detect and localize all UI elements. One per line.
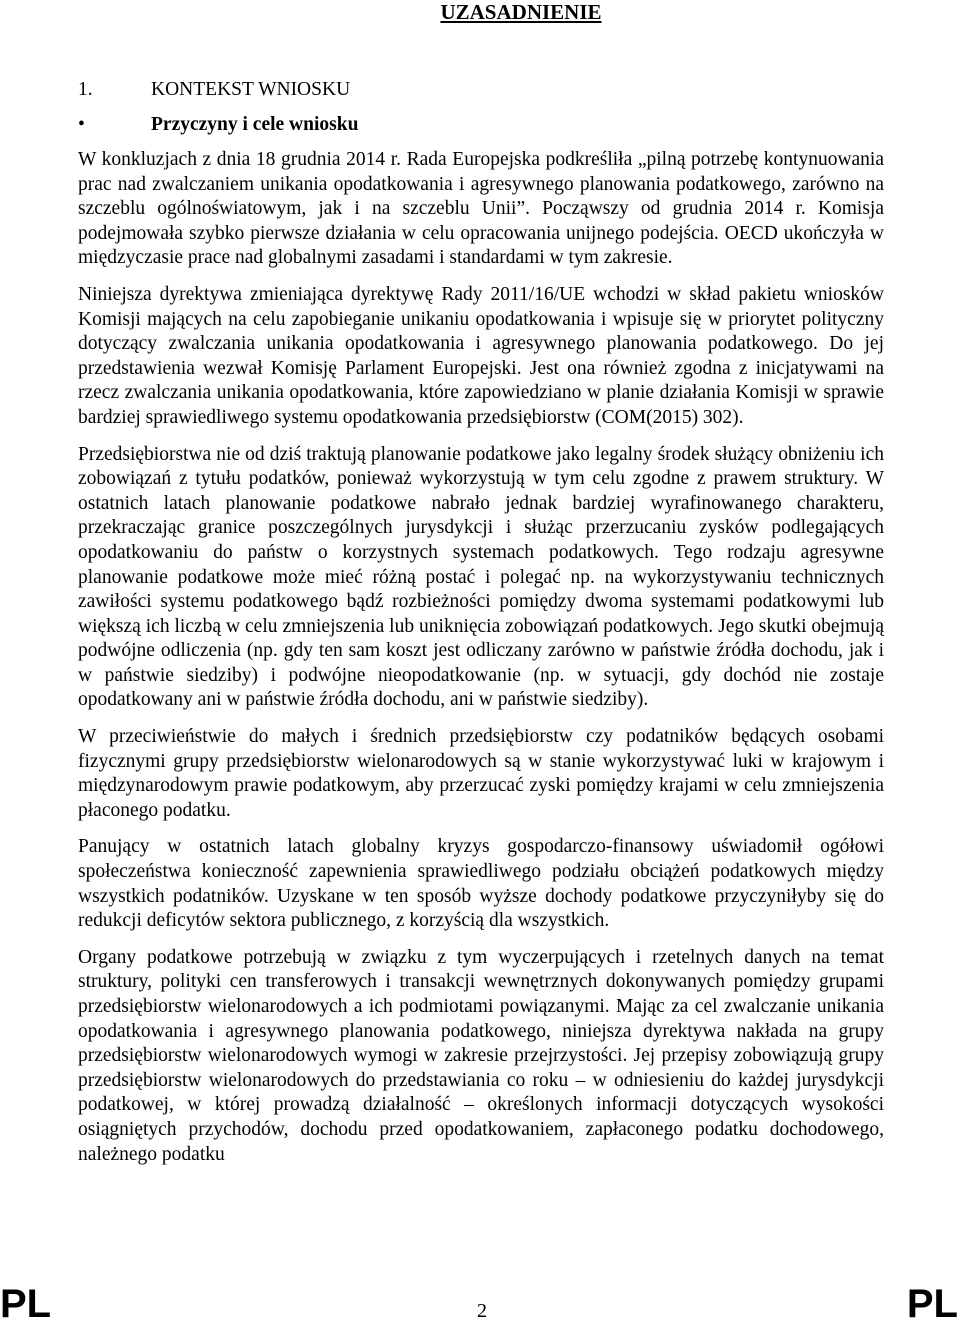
footer-language-right: PL xyxy=(906,1282,958,1326)
section-heading xyxy=(78,78,884,102)
paragraph: Panujący w ostatnich latach globalny kryzys gospodarczo-finansowy uświadomił ogółowi społeczeństwa konieczność zapewnienia sprawiedliwego podziału obciążeń podatkowych między wszystkich podatników. Uzyskane w ten sposób wyższe dochody podatkowe przyczyniłyby się do redukcji deficytów sektora publicznego, z korzyścią dla wszystkich. xyxy=(78,836,884,932)
paragraph: Niniejsza dyrektywa zmieniająca dyrektywę Rady 2011/16/UE wchodzi w skład pakietu wniosków Komisji mających na celu zapobieganie unikaniu opodatkowania i wpisuje się w priorytet polityczny dotyczący zwalczania unikania opodatkowania i agresywnego planowania podatkowego. Do jej przedstawienia wezwał Komisję Parlament Europejski. Jest ona również zgodna z inicjatywami na rzecz zwalczania unikania opodatkowania, które zapowiedziano w planie działania Komisji w sprawie bardziej sprawiedliwego systemu opodatkowania przedsiębiorstw (COM(2015) 302). xyxy=(78,283,884,428)
subsection-heading xyxy=(78,113,884,137)
paragraph: Organy podatkowe potrzebują w związku z tym wyczerpujących i rzetelnych danych na temat struktury, polityki cen transferowych i transakcji wewnętrznych dokonywanych pomiędzy grupami przedsiębiorstw wielonarodowych a ich podmiotami powiązanymi. Mając za cel zwalczanie unikania opodatkowania i agresywnego planowania podatkowego, niniejsza dyrektywa nakłada na grupy przedsiębiorstw wielonarodowych wymogi w zakresie przejrzystości. Jej przepisy zobowiązują grupy przedsiębiorstw wielonarodowych do przedstawiania co roku – w odniesieniu do każdej jurysdykcji podatkowej, w której prowadzą działalność – określonych informacji dotyczących wysokości osiągniętych przychodów, dochodu przed opodatkowaniem, zapłaconego podatku dochodowego, należnego podatku xyxy=(78,946,884,1165)
page-number: 2 xyxy=(477,1300,487,1322)
document-page xyxy=(78,0,884,1167)
section-label: KONTEKST WNIOSKU xyxy=(151,79,351,100)
paragraph: W konkluzjach z dnia 18 grudnia 2014 r. Rada Europejska podkreśliła „pilną potrzebę kontynuowania prac nad zwalczaniem unikania opodatkowania i agresywnego planowania podatkowego, zarówno na szczeblu ogólnoświatowym, jak i na szczeblu Unii”. Począwszy od grudnia 2014 r. Komisja podejmowała szybko pierwsze działania w celu opracowania unijnego podejścia. OECD ukończyła w międzyczasie prace nad globalnymi zasadami i standardami w tym zakresie. xyxy=(78,149,884,269)
subsection-label: Przyczyny i cele wniosku xyxy=(151,114,359,135)
document-title: UZASADNIENIE xyxy=(440,0,602,24)
bullet-icon: • xyxy=(78,114,85,135)
footer-language-left: PL xyxy=(0,1282,52,1326)
paragraph: W przeciwieństwie do małych i średnich przedsiębiorstw czy podatników będących osobami fizycznymi grupy przedsiębiorstw wielonarodowych są w stanie wykorzystywać luki w krajowym i międzynarodowym prawie podatkowym, aby przerzucać zyski pomiędzy krajami w celu zmniejszenia płaconego podatku. xyxy=(78,726,884,821)
section-number: 1. xyxy=(78,79,93,100)
paragraph: Przedsiębiorstwa nie od dziś traktują planowanie podatkowe jako legalny środek służący obniżeniu ich zobowiązań z tytułu podatków, ponieważ wykorzystują w tym celu zgodne z prawem struktury. W ostatnich latach planowanie podatkowe nabrało jednak bardziej wyrafinowanego charakteru, przekraczając granice poszczególnych jurysdykcji i służąc przerzucaniu zysków podlegających opodatkowaniu do państw o korzystnych systemach podatkowych. Tego rodzaju agresywne planowanie podatkowe może mieć różną postać i polegać np. na wykorzystywaniu technicznych zawiłości systemu podatkowego bądź rozbieżności pomiędzy dwoma systemami podatkowymi lub większą ich liczbą w celu zmniejszenia lub uniknięcia zobowiązań podatkowych. Jego skutki obejmują podwójne odliczenia (np. gdy ten sam koszt jest odliczany zarówno w państwie źródła dochodu, jak i w państwie siedziby) i podwójne nieopodatkowanie (np. w sytuacji, gdy dochód nie zostaje opodatkowany ani w państwie źródła dochodu, ani w państwie siedziby). xyxy=(78,443,884,711)
